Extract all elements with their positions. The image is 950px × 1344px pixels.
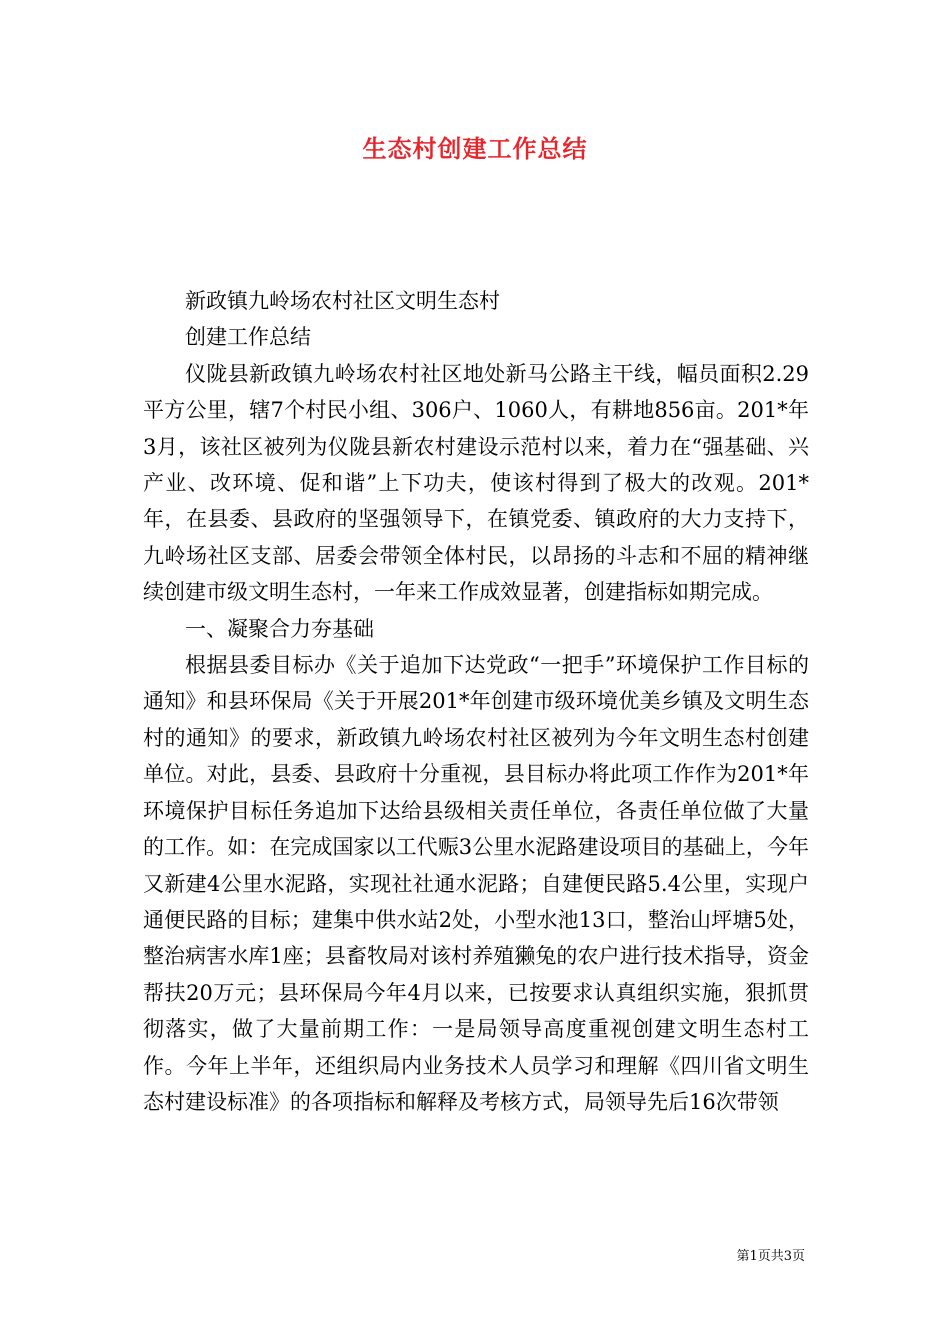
page-number: 第1页共3页 [736,1249,805,1264]
paragraph-section-1: 根据县委目标办《关于追加下达党政“一把手”环境保护工作目标的通知》和县环保局《关于开展201*年创建市级环境优美乡镇及文明生态村的通知》的要求，新政镇九岭场农村社区被列为今年文明生态村创建单位。对此，县委、县政府十分重视，县目标办将此项工作作为201*年环境保护目标任务追加下达给县级相关责任单位，各责任单位做了大量的工作。如：在完成国家以工代赈3公里水泥路建设项目的基础上，今年又新建4公里水泥路，实现社社通水泥路；自建便民路5.4公里，实现户通便民路的目标；建集中供水站2处，小型水池13口，整治山坪塘5处，整治病害水库1座；县畜牧局对该村养殖獭兔的农户进行技术指导，资金帮扶20万元；县环保局今年4月以来，已按要求认真组织实施，狠抓贯彻落实，做了大量前期工作：一是局领导高度重视创建文明生态村工作。今年上半年，还组织局内业务技术人员学习和理解《四川省文明生态村建设标准》的各项指标和解释及考核方式，局领导先后16次带领 [143,653,809,1114]
document-body [143,283,809,1120]
section-heading-1: 一、凝聚合力夯基础 [185,616,374,641]
paragraph-subtitle-line2: 创建工作总结 [185,325,311,350]
paragraph-intro: 仪陇县新政镇九岭场农村社区地处新马公路主干线，幅员面积2.29平方公里，辖7个村民小组、306户、1060人，有耕地856亩。201*年3月，该社区被列为仪陇县新农村建设示范村以来，着力在“强基础、兴产业、改环境、促和谐”上下功夫，使该村得到了极大的改观。201*年，在县委、县政府的坚强领导下，在镇党委、镇政府的大力支持下，九岭场社区支部、居委会带领全体村民，以昂扬的斗志和不屈的精神继续创建市级文明生态村，一年来工作成效显著，创建指标如期完成。 [143,361,809,605]
document-title: 生态村创建工作总结 [362,134,588,163]
paragraph-subtitle-line1: 新政镇九岭场农村社区文明生态村 [185,289,500,313]
